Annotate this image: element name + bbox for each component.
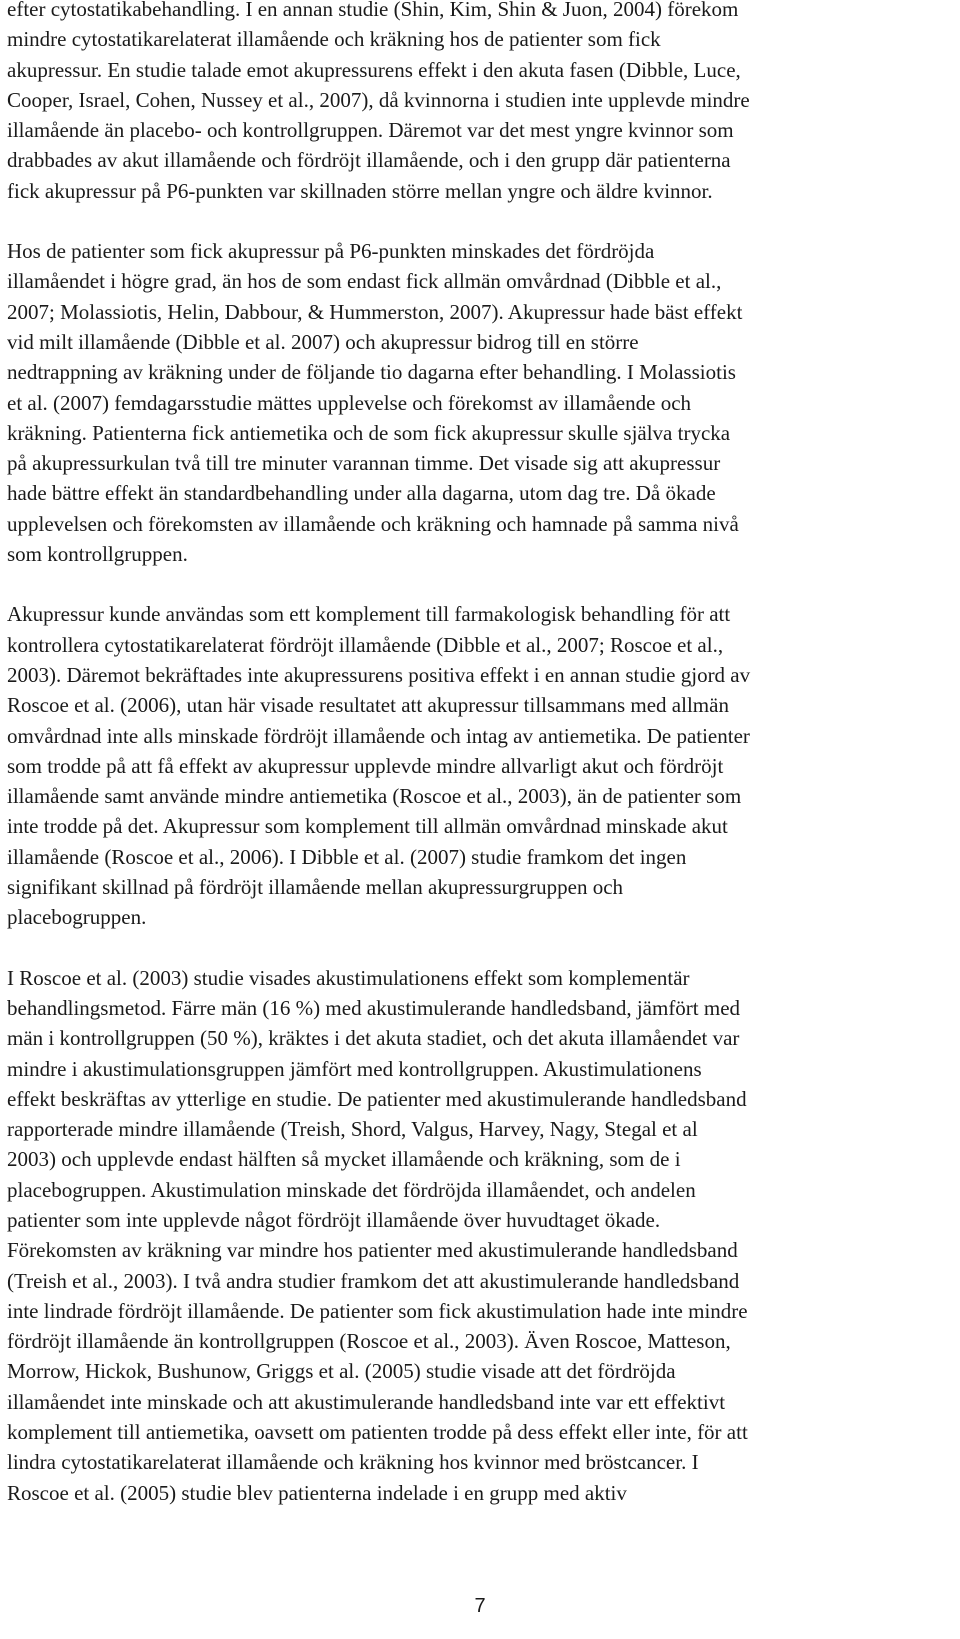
text-line: efter cytostatikabehandling. I en annan studie (Shin, Kim, Shin & Juon, 2004) förekom	[7, 0, 739, 21]
text-line: fördröjt illamående än kontrollgruppen (Roscoe et al., 2003). Även Roscoe, Matteson,	[7, 1329, 731, 1354]
body-text	[7, 0, 947, 1508]
text-line: på akupressurkulan två till tre minuter varannan timme. Det visade sig att akupressur	[7, 451, 721, 476]
text-line: kontrollera cytostatikarelaterat fördröjt illamående (Dibble et al., 2007; Roscoe et al.,	[7, 632, 724, 657]
paragraph-4	[7, 963, 947, 1508]
paragraph-2	[7, 236, 947, 569]
text-line: illamåendet inte minskade och att akustimulerande handledsband inte var ett effektivt	[7, 1389, 726, 1414]
text-line: effekt beskräftas av ytterlige en studie. De patienter med akustimulerande handledsband	[7, 1086, 747, 1111]
text-line: Förekomsten av kräkning var mindre hos patienter med akustimulerande handledsband	[7, 1238, 738, 1263]
text-line: signifikant skillnad på fördröjt illamående mellan akupressurgruppen och	[7, 875, 624, 900]
text-line: Morrow, Hickok, Bushunow, Griggs et al. (2005) studie visade att det fördröjda	[7, 1359, 676, 1384]
text-line: illamåendet i högre grad, än hos de som endast fick allmän omvårdnad (Dibble et al.,	[7, 269, 722, 294]
text-line: 2007; Molassiotis, Helin, Dabbour, & Hummerston, 2007). Akupressur hade bäst effekt	[7, 299, 743, 324]
text-line: Hos de patienter som fick akupressur på P6-punkten minskades det fördröjda	[7, 239, 655, 264]
text-line: nedtrappning av kräkning under de följande tio dagarna efter behandling. I Molassiotis	[7, 360, 736, 385]
text-line: Cooper, Israel, Cohen, Nussey et al., 2007), då kvinnorna i studien inte upplevde mindre	[7, 87, 750, 112]
text-line: upplevelsen och förekomsten av illamående och kräkning och hamnade på samma nivå	[7, 511, 739, 536]
text-line: placebogruppen. Akustimulation minskade det fördröjda illamåendet, och andelen	[7, 1177, 696, 1202]
text-line: drabbades av akut illamående och fördröjt illamående, och i den grupp där patienterna	[7, 148, 731, 173]
text-line: Roscoe et al. (2005) studie blev patienterna indelade i en grupp med aktiv	[7, 1480, 627, 1505]
text-line: som kontrollgruppen.	[7, 542, 188, 567]
text-line: hade bättre effekt än standardbehandling under alla dagarna, utom dag tre. Då ökade	[7, 481, 716, 506]
text-line: lindra cytostatikarelaterat illamående och kräkning hos kvinnor med bröstcancer. I	[7, 1450, 699, 1475]
text-line: behandlingsmetod. Färre män (16 %) med akustimulerande handledsband, jämfört med	[7, 995, 741, 1020]
text-line: mindre i akustimulationsgruppen jämfört med kontrollgruppen. Akustimulationens	[7, 1056, 702, 1081]
text-line: patienter som inte upplevde något fördröjt illamående över huvudtaget ökade.	[7, 1207, 661, 1232]
text-line: rapporterade mindre illamående (Treish, Shord, Valgus, Harvey, Nagy, Stegal et al	[7, 1117, 698, 1142]
paragraph-3	[7, 599, 947, 932]
text-line: illamående (Roscoe et al., 2006). I Dibble et al. (2007) studie framkom det ingen	[7, 844, 687, 869]
text-line: (Treish et al., 2003). I två andra studier framkom det att akustimulerande handledsband	[7, 1268, 740, 1293]
text-line: placebogruppen.	[7, 905, 147, 930]
text-line: akupressur. En studie talade emot akupressurens effekt i den akuta fasen (Dibble, Luce,	[7, 57, 741, 82]
page-number: 7	[474, 1595, 486, 1617]
text-line: Akupressur kunde användas som ett komplement till farmakologisk behandling för att	[7, 602, 731, 627]
text-line: Roscoe et al. (2006), utan här visade resultatet att akupressur tillsammans med allmän	[7, 693, 729, 718]
text-line: illamående än placebo- och kontrollgruppen. Däremot var det mest yngre kvinnor som	[7, 118, 734, 143]
text-line: omvårdnad inte alls minskade fördröjt illamående och intag av antiemetika. De patienter	[7, 723, 750, 748]
text-line: komplement till antiemetika, oavsett om patienten trodde på dess effekt eller inte, för att	[7, 1420, 748, 1445]
text-line: fick akupressur på P6-punkten var skillnaden större mellan yngre och äldre kvinnor.	[7, 178, 713, 203]
text-line: mindre cytostatikarelaterat illamående och kräkning hos de patienter som fick	[7, 27, 661, 52]
text-line: kräkning. Patienterna fick antiemetika och de som fick akupressur skulle själva trycka	[7, 420, 731, 445]
text-line: som trodde på att få effekt av akupressur upplevde mindre allvarligt akut och fördröjt	[7, 753, 724, 778]
text-line: inte trodde på det. Akupressur som komplement till allmän omvårdnad minskade akut	[7, 814, 728, 839]
text-line: I Roscoe et al. (2003) studie visades akustimulationens effekt som komplementär	[7, 965, 690, 990]
text-line: 2003). Däremot bekräftades inte akupressurens positiva effekt i en annan studie gjord av	[7, 662, 751, 687]
paragraph-1	[7, 0, 947, 206]
text-line: inte lindrade fördröjt illamående. De patienter som fick akustimulation hade inte mindre	[7, 1298, 748, 1323]
text-line: illamående samt använde mindre antiemetika (Roscoe et al., 2003), än de patienter som	[7, 784, 742, 809]
text-line: män i kontrollgruppen (50 %), kräktes i det akuta stadiet, och det akuta illamåendet var	[7, 1026, 740, 1051]
text-line: vid milt illamående (Dibble et al. 2007) och akupressur bidrog till en större	[7, 329, 639, 354]
text-line: 2003) och upplevde endast hälften så mycket illamående och kräkning, som de i	[7, 1147, 681, 1172]
text-line: et al. (2007) femdagarsstudie mättes upplevelse och förekomst av illamående och	[7, 390, 692, 415]
